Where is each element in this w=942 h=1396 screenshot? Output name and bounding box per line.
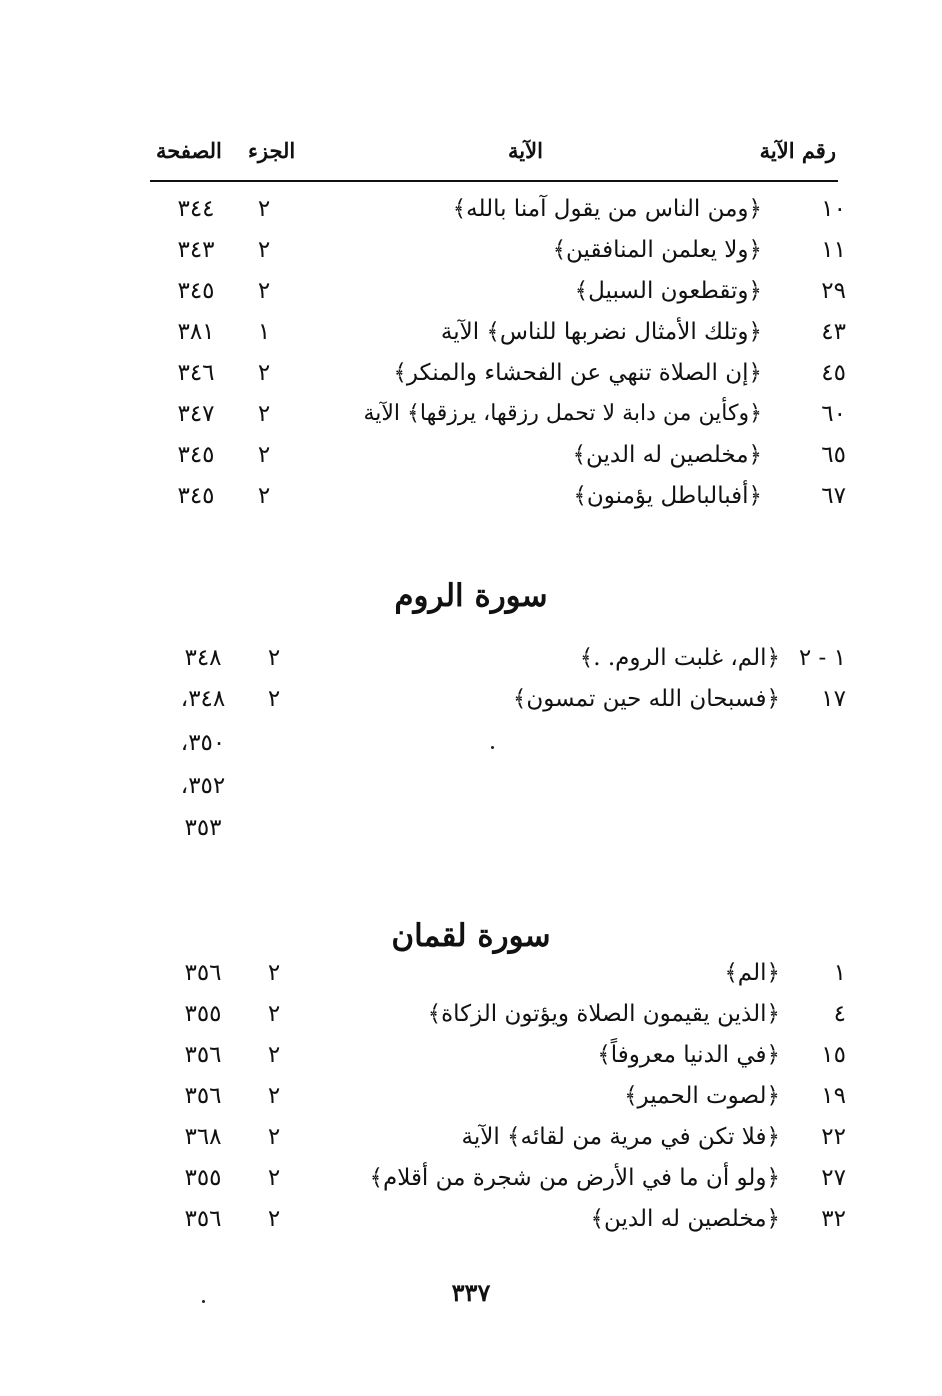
page-number: ٣٣٧ [451,1278,491,1307]
ayah-text: ﴿ومن الناس من يقول آمنا بالله﴾ [452,196,762,222]
stray-mark [202,1300,205,1303]
page-value: ٣٤٥ [177,483,215,509]
ayah-number: ١ - ٢ [798,645,846,671]
juz-value: ٢ [257,442,271,468]
ayah-number: ٣٢ [821,1206,846,1232]
table-row [0,319,942,355]
ayah-text: ﴿الم﴾ [724,960,780,986]
ayah-text: ﴿أفبالباطل يؤمنون﴾ [573,483,762,509]
table-row [0,960,942,996]
ayah-number: ١٥ [821,1042,846,1068]
ayah-number: ٤ [833,1001,846,1027]
ayah-text: ﴿إن الصلاة تنهي عن الفحشاء والمنكر﴾ [393,360,762,386]
page-value: ٣٤٨، [180,686,226,712]
ayah-text: ﴿فلا تكن في مرية من لقائه﴾ الآية [461,1124,780,1150]
surah-title-luqman: سورة لقمان [391,918,551,954]
juz-value: ٢ [257,483,271,509]
page-value: ٣٥٦ [184,1206,222,1232]
ayah-text: ﴿الذين يقيمون الصلاة ويؤتون الزكاة﴾ [427,1001,780,1027]
header-ayah-number: رقم الآية [759,138,836,163]
table-row [0,237,942,273]
page-value: ٣٤٣ [177,237,215,263]
table-row [0,1124,942,1160]
juz-value: ٢ [257,237,271,263]
juz-value: ١ [257,319,271,345]
ayah-number: ١٧ [821,686,846,712]
ayah-text: ﴿مخلصين له الدين﴾ [590,1206,780,1232]
header-juz: الجزء [248,138,296,163]
ayah-number: ١١ [821,237,846,263]
page-value: ٣٥٥ [184,1165,222,1191]
page-value: ٣٦٨ [184,1124,222,1150]
page-value: ٣٤٧ [177,401,215,427]
table-row [0,773,942,809]
ayah-number: ١٠ [821,196,846,222]
juz-value: ٢ [267,1042,281,1068]
table-row [0,196,942,232]
page-value: ٣٤٥ [177,278,215,304]
ayah-number: ١ [833,960,846,986]
table-row [0,483,942,519]
ayah-text: ﴿فسبحان الله حين تمسون﴾ [512,686,780,712]
page-value: ٣٤٦ [177,360,215,386]
table-row [0,1042,942,1078]
table-row [0,1001,942,1037]
page-value: ٣٥٦ [184,1083,222,1109]
page-value: ٣٥٦ [184,960,222,986]
header-rule [150,180,838,182]
juz-value: ٢ [267,1001,281,1027]
page-value: ٣٥٦ [184,1042,222,1068]
juz-value: ٢ [267,1165,281,1191]
ayah-number: ٦٠ [821,401,846,427]
page-value: ٣٨١ [177,319,215,345]
table-row [0,278,942,314]
ayah-number: ٦٥ [821,442,846,468]
table-row [0,730,942,766]
ayah-text: ﴿ولا يعلمن المنافقين﴾ [552,237,762,263]
juz-value: ٢ [267,686,281,712]
juz-value: ٢ [267,960,281,986]
page-value: ٣٤٥ [177,442,215,468]
table-row [0,645,942,681]
table-row [0,401,942,437]
table-row [0,1165,942,1201]
table-row [0,1083,942,1119]
ayah-text: ﴿الم، غلبت الروم. .﴾ [579,645,780,671]
juz-value: ٢ [267,1206,281,1232]
ayah-text: ﴿في الدنيا معروفاً﴾ [597,1042,780,1068]
juz-value: ٢ [257,196,271,222]
header-ayah: الآية [508,138,543,163]
ayah-text: ﴿وتقطعون السبيل﴾ [574,278,762,304]
table-row [0,1206,942,1242]
surah-title-rum: سورة الروم [394,578,548,614]
page-value: ٣٥٢، [180,773,226,799]
stray-mark [491,746,494,749]
ayah-number: ٢٢ [821,1124,846,1150]
ayah-number: ٢٧ [821,1165,846,1191]
ayah-text: ﴿وكأين من دابة لا تحمل رزقها، يرزقها﴾ الآية [363,401,762,426]
table-row [0,686,942,722]
table-row [0,442,942,478]
juz-value: ٢ [267,1083,281,1109]
ayah-text: ﴿مخلصين له الدين﴾ [572,442,762,468]
page-value: ٣٥٠، [180,730,226,756]
page-value: ٣٥٣ [184,815,222,841]
table-row [0,360,942,396]
table-row [0,815,942,851]
ayah-text: ﴿ولو أن ما في الأرض من شجرة من أقلام﴾ [369,1165,780,1191]
ayah-number: ٦٧ [821,483,846,509]
page-value: ٣٤٤ [177,196,215,222]
juz-value: ٢ [267,1124,281,1150]
header-page: الصفحة [156,138,222,163]
ayah-text: ﴿لصوت الحمير﴾ [624,1083,780,1109]
ayah-text: ﴿وتلك الأمثال نضربها للناس﴾ الآية [440,319,762,345]
ayah-number: ٤٣ [821,319,846,345]
juz-value: ٢ [257,360,271,386]
ayah-number: ١٩ [821,1083,846,1109]
juz-value: ٢ [267,645,281,671]
page-value: ٣٤٨ [184,645,222,671]
juz-value: ٢ [257,401,271,427]
juz-value: ٢ [257,278,271,304]
ayah-number: ٤٥ [821,360,846,386]
page-value: ٣٥٥ [184,1001,222,1027]
ayah-number: ٢٩ [821,278,846,304]
